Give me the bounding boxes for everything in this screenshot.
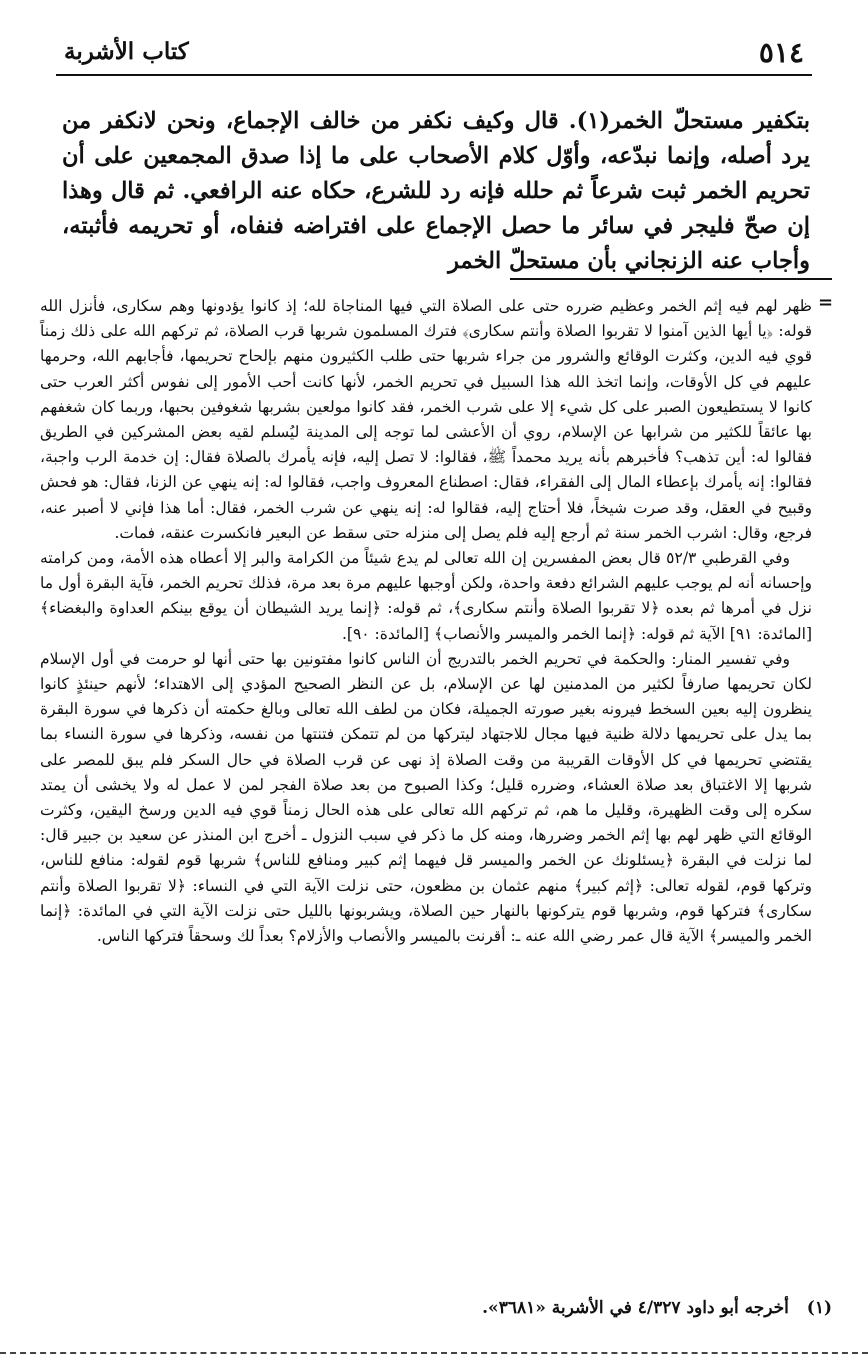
main-text-block [62,104,810,279]
book-title: كتاب الأشربة [64,38,189,65]
footnote-number: (١) [806,1298,832,1318]
note-paragraph: وفي القرطبي ٥٢/٣ قال بعض المفسرين إن الله تعالى لم يدع شيئاً من الكرامة والبر إلا أعطاه هذه الأمة، ومن كرامته وإحسانه أنه لم يوجب عليهم الشرائع دفعة واحدة، ولكن أوجبها عليهم مرة بعد مرة، فذلك تحريم الخمر، فآية البقرة أول ما نزل في أمرها ثم بعده ﴿لا تقربوا الصلاة وأنتم سكارى﴾، ثم قوله: ﴿إنما يريد الشيطان أن يوقع بينكم العداوة والبغضاء﴾ [المائدة: ٩١] الآية ثم قوله: ﴿إنما الخمر والميسر والأنصاب﴾ [المائدة: ٩٠]. [40,549,812,643]
continuation-marker: = [818,292,834,313]
page-header [56,34,812,76]
notes-block [40,294,812,949]
page-bottom-edge [0,1352,868,1354]
footnote-separator [510,278,832,280]
main-paragraph: بتكفير مستحلّ الخمر(١). قال وكيف نكفر من خالف الإجماع، ونحن لانكفر من يرد أصله، وإنما نبدّعه، وأوّل كلام الأصحاب على ما إذا صدق المجمعين على أن تحريم الخمر ثبت شرعاً ثم حلله فإنه رد للشرع، حكاه عنه الرافعي. ثم قال وهذا إن صحّ فليجر في سائر ما حصل الإجماع على افتراضه فنفاه، أو تحريمه فأثبته، وأجاب عنه الزنجاني بأن مستحلّ الخمر [62,108,810,274]
note-paragraph: ظهر لهم فيه إثم الخمر وعظيم ضرره حتى على الصلاة التي فيها المناجاة لله؛ إذ كانوا يؤدونها وهم سكارى، فأنزل الله قوله: ﴿يا أيها الذين آمنوا لا تقربوا الصلاة وأنتم سكارى﴾ فترك المسلمون شربها قرب الصلاة، ثم تركهم الله على ذلك زمناً قوي فيه الدين، وكثرت الوقائع والشرور من جراء شربها حتى طلب الكثيرون منهم بإلحاح تحريمها، فأجابهم الله، وحرمها عليهم في كل الأوقات، وإنما اتخذ الله هذا السبيل في تحريم الخمر، لأنها كانت أحب الأمور إلى نفوس أكثر العرب حتى كانوا لا يستطيعون الصبر على كل شيء إلا على شرب الخمر، فقد كانوا مولعين بشربها شغوفين بحبها، وربما كان شغفهم بها عائقاً للكثير من شرابها عن الإسلام، روي أن الأعشى لما توجه إلى المدينة ليُسلم لقيه بعض المشركين في الطريق فقالوا له: أين تذهب؟ فأخبرهم بأنه يريد محمداً ﷺ، فقالوا: لا تصل إليه، فإنه يأمرك بالصلاة فقال: إن خدمة الرب واجبة، فقالوا: إنه يأمرك بإعطاء المال إلى الفقراء، فقال: اصطناع المعروف واجب، فقالوا له: إنه ينهي عن الزنا، فقال: هو فحش وقبيح في العقل، وقد صرت شيخاً، فلا أحتاج إليه، فقالوا له: إنه ينهي عن شرب الخمر، فقال: أما هذا فإني لا أصبر عنه، فرجع، وقال: اشرب الخمر سنة ثم أرجع إليه فلم يصل إلى منزله حتى سقط عن البعير فانكسرت عنقه، فمات. [40,297,812,542]
page-number: ٥١٤ [758,36,804,69]
footnote-text: أخرجه أبو داود ٤/٣٢٧ في الأشربة «٣٦٨١». [482,1298,789,1318]
note-paragraph: وفي تفسير المنار: والحكمة في تحريم الخمر بالتدريج أن الناس كانوا مفتونين بها حتى أنها لو حرمت في أول الإسلام لكان تحريمها صارفاً لكثير من المدمنين لها عن الإسلام، بل عن النظر الصحيح المؤدي إلى الاهتداء؛ لأنهم حينئذٍ كانوا ينظرون إليه بعين السخط فيرونه بغير صورته الجميلة، فكان من لطف الله تعالى وبالغ حكمته أن ذكرها في سورة البقرة بما يدل على تحريمها دلالة ظنية فيها مجال للاجتهاد ليتركها من لم تتمكن فتنتها من نفسه، وذكرها في سورة النساء بما يقتضي تحريمها في كل الأوقات القريبة من وقت الصلاة إذ نهى عن قرب الصلاة في حال السكر فلم يبق للمصر على شربها إلا الاغتباق بعد صلاة العشاء، وضرره قليل؛ وكذا الصبوح من بعد صلاة الفجر لمن لا عمل له ولا يخشى أن يمتد سكره إلى وقت الظهيرة، وقليل ما هم، ثم تركهم الله تعالى على هذه الحال زمناً قوي فيه الدين ورسخ اليقين، وكثرت الوقائع التي ظهر لهم بها إثم الخمر وضررها، ومنه كل ما ذكر في سبب النزول ـ أخرج ابن المنذر عن سعيد بن جبير قال: لما نزلت في البقرة ﴿يسئلونك عن الخمر والميسر قل فيهما إثم كبير ومنافع للناس﴾ شربها قوم لقوله: منافع للناس، وتركها قوم، لقوله تعالى: ﴿إثم كبير﴾ منهم عثمان بن مظعون، حتى نزلت الآية التي في النساء: ﴿لا تقربوا الصلاة وأنتم سكارى﴾ فتركها قوم، وشربها قوم يتركونها بالنهار حين الصلاة، ويشربونها بالليل حتى نزلت الآية التي في المائدة: ﴿إنما الخمر والميسر﴾ الآية قال عمر رضي الله عنه ـ: أقرنت بالميسر والأنصاب والأزلام؟ بعداً لك وسحقاً فتركها الناس. [40,649,812,946]
footnote [40,1294,832,1322]
